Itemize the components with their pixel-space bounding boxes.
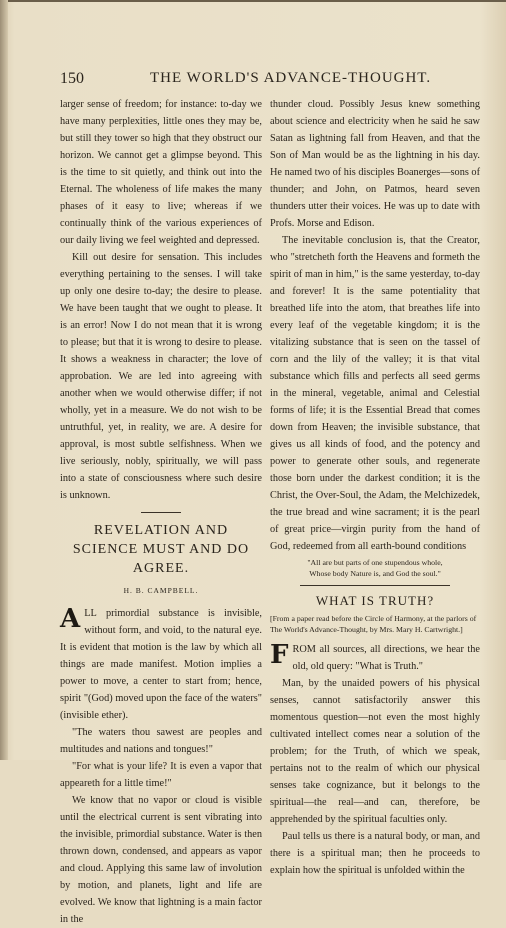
editorial-note: [From a paper read before the Circle of Harmony, at the parlors of The World's Advance-Thought, by Mrs. Mary H. Cartwright.] [270,614,477,634]
verse-quote [270,557,480,579]
article-byline: H. B. CAMPBELL. [123,586,199,595]
paragraph: Man, by the unaided powers of his physical senses, cannot satisfactorily answer this momentous question—not even the most highly cultivated intellect comes near a solution of the problem; for the Truth, of which we speak, pertains not to the realm of which our physical senses take cognizance, but it belongs to the spiritual—the real—and can, therefore, be apprehended by the spiritual faculties only. [270,678,480,825]
verse-line: Whose body Nature is, and God the soul." [309,569,441,578]
article-title: REVELATION AND SCIENCE MUST AND DO AGREE. [72,523,250,576]
paragraph: The inevitable conclusion is, that the Creator, who "stretcheth forth the Heavens and formeth the spirit of man in him," is the same yesterday, to-day and forever! It is the same potentiality that breathed life into the atom, that breathes life into every leaf of the vegetable kingdom; it is the vitalizing substance that is seen on the tassel of corn and the lily of the valley; it is that vital substance which fills and perfects all seed germs in the mineral, vegetable, animal and Celestial forms of life; it is the Essential Bread that comes down from Heaven; the invisible substance, that gives us all kinds of food, and the potency and power to generate other souls, and regenerate those born under the darkest condition; it is the Christ, the Over-Soul, the Adam, the Melchizedek, the true bread and wine sacrament; it is the pearl of great price—virgin purity from the hand of God, redeemed from all earth-bound conditions [270,235,480,552]
page-header [60,70,500,90]
drop-cap: A [60,604,81,634]
opening-paragraph [60,605,262,724]
section-divider [141,512,181,513]
paragraph: We know that no vapor or cloud is visible until the electrical current is sent vibrating into the invisible, primordial substance. Water is then thrown down, condensed, and appears as vapor and cloud. Applying this same law of involution by motion, and planets, light and life are evolved. We know that lightning is a main factor in the [60,795,262,925]
binding-shadow [0,0,8,760]
running-title: THE WORLD'S ADVANCE-THOUGHT. [150,70,432,86]
article-title: WHAT IS TRUTH? [315,593,435,608]
verse-line: "All are but parts of one stupendous whole, [307,558,443,567]
paragraph: "The waters thou sawest are peoples and multitudes and nations and tongues!" [60,727,262,755]
left-column [60,96,262,928]
paragraph: thunder cloud. Possibly Jesus knew something about science and electricity when he said he saw Satan as lightning fall from Heaven, and that the Son of Man would be as the lightning in his day. He named two of his disciples Boanerges—sons of thunder; and John, on Patmos, heard seven thunders utter their voices. He was up to date with Profs. Morse and Edison. [270,99,481,229]
section-divider [300,585,450,586]
page-number: 150 [60,70,84,87]
paragraph: Kill out desire for sensation. This includes everything pertaining to the senses. I will take up only one desire to-day; the desire to please. We have been taught that we ought to please. It is an error! Now I do not mean that it is wrong to please; but that it is wrong to desire to please. It shows a weakness in character; the love of approbation. We are led into agreeing with another when we would otherwise differ; if not wholly, yet in a measure. We do not wish to be untruthful, yet, in reality, we are. A desire for approval, is most subtle selfishness. When we live seriously, nobly, spiritually, we will pass into a state of consciousness where such desire is unknown. [60,252,262,501]
opening-paragraph [270,641,480,675]
paragraph: "For what is your life? It is even a vapor that appeareth for a little time!" [60,761,262,789]
drop-cap: F [270,640,289,670]
paragraph-text: all sources, all directions, we hear the old, old query: "What is Truth." [292,644,480,672]
top-edge [0,0,506,2]
right-column [270,96,480,879]
paragraph: larger sense of freedom; for instance: to-day we have many perplexities, little ones they may be, but still they tower so high that they obstruct our horizon. We cannot get a glimpse beyond. This is the time to sit quietly, and think out into the Eternal. The wholeness of life makes the many phases of it easy to live; whereas if we continually think of the various experiences of our daily living we feel weighted and depressed. [60,99,262,246]
small-caps-lead: LL [84,608,97,619]
paragraph: Paul tells us there is a natural body, or man, and there is a spiritual man; then he proceeds to explain how the spiritual is unfolded within the [270,831,480,876]
small-caps-lead: ROM [292,644,316,655]
paragraph-text: primordial substance is invisible, without form, and void, to the natural eye. It is evident that motion is the law by which all things are made manifest. Motion implies a power to move, a center to start from; hence, spirit "(God) moved upon the face of the waters" (invisible ether). [60,608,262,721]
